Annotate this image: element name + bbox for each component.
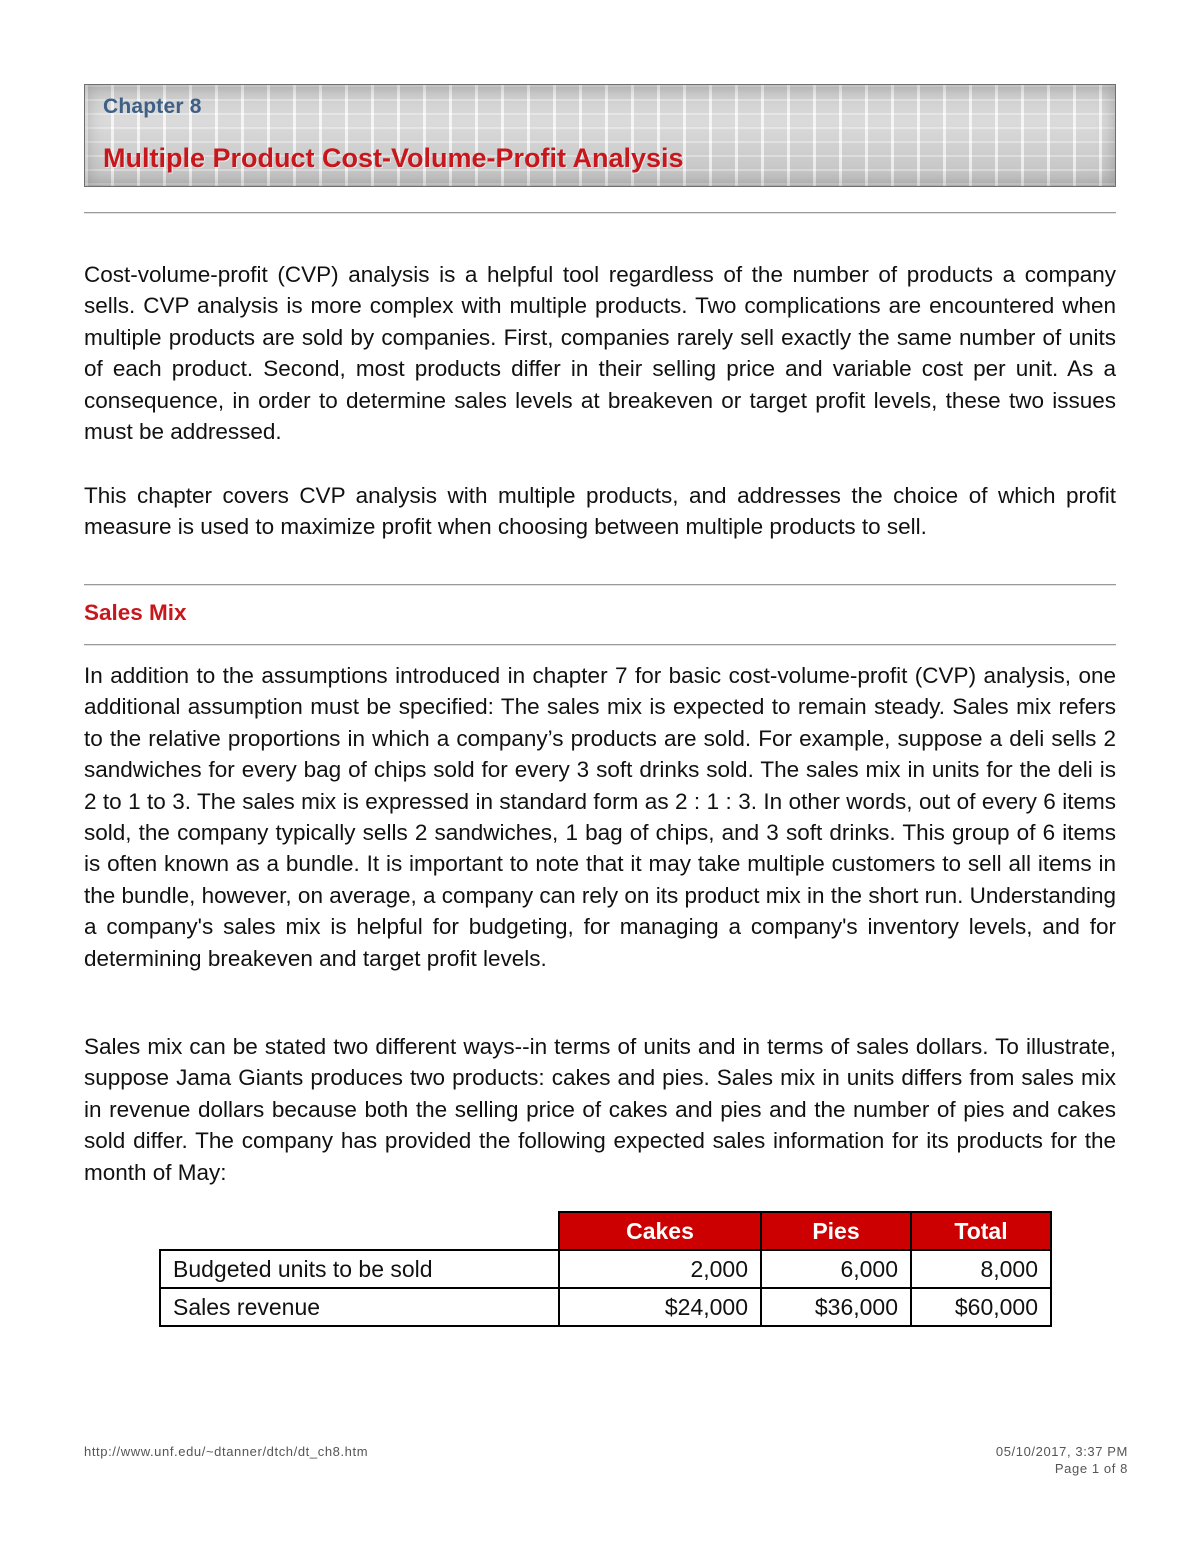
divider (84, 212, 1116, 214)
table-row (160, 1250, 1051, 1288)
column-header-total: Total (911, 1212, 1051, 1250)
footer-page-number: Page 1 of 8 (1054, 1461, 1128, 1476)
divider (84, 584, 1116, 586)
cell-units-pies: 6,000 (761, 1250, 911, 1288)
section-heading-sales-mix: Sales Mix (84, 600, 187, 625)
cell-revenue-total: $60,000 (911, 1288, 1051, 1326)
divider (84, 644, 1116, 646)
intro-paragraph-2: This chapter covers CVP analysis with multiple products, and addresses the choice of which profit measure is used to maximize profit when choosing between multiple products to sell. (84, 483, 1116, 540)
sales-mix-paragraph-1: In addition to the assumptions introduced in chapter 7 for basic cost-volume-profit (CVP) analysis, one additional assumption must be specified: The sales mix is expected to remain steady. Sales mix refers to the relative proportions in which a company’s products are sold. For example, suppose a deli sells 2 sandwiches for every bag of chips sold for every 3 soft drinks sold. The sales mix in units for the deli is 2 to 1 to 3. The sales mix is expressed in standard form as 2 : 1 : 3. In other words, out of every 6 items sold, the company typically sells 2 sandwiches, 1 bag of chips, and 3 soft drinks. This group of 6 items is often known as a bundle. It is important to note that it may take multiple customers to sell all items in the bundle, however, on average, a company can rely on its product mix in the short run. Understanding a company's sales mix is helpful for budgeting, for managing a company's inventory levels, and for determining breakeven and target profit levels. (84, 663, 1116, 971)
table-row (160, 1288, 1051, 1326)
row-label-units: Budgeted units to be sold (160, 1250, 559, 1288)
footer-url: http://www.unf.edu/~dtanner/dtch/dt_ch8.htm (84, 1444, 369, 1459)
cell-revenue-cakes: $24,000 (559, 1288, 761, 1326)
footer-date: 05/10/2017, 3:37 PM (995, 1444, 1128, 1459)
table-corner (160, 1212, 559, 1250)
cell-units-total: 8,000 (911, 1250, 1051, 1288)
cell-units-cakes: 2,000 (559, 1250, 761, 1288)
table-header-row (160, 1212, 1051, 1250)
chapter-title: Multiple Product Cost-Volume-Profit Analysis (103, 143, 684, 173)
sales-mix-paragraph-2: Sales mix can be stated two different ways--in terms of units and in terms of sales dollars. To illustrate, suppose Jama Giants produces two products: cakes and pies. Sales mix in units differs from sales mix in revenue dollars because both the selling price of cakes and pies and the number of pies and cakes sold differ. The company has provided the following expected sales information for its products for the month of May: (84, 1034, 1116, 1185)
row-label-revenue: Sales revenue (160, 1288, 559, 1326)
cell-revenue-pies: $36,000 (761, 1288, 911, 1326)
chapter-banner (84, 84, 1116, 187)
column-header-cakes: Cakes (559, 1212, 761, 1250)
chapter-label: Chapter 8 (103, 95, 202, 118)
intro-paragraph-1: Cost-volume-profit (CVP) analysis is a helpful tool regardless of the number of products a company sells. CVP analysis is more complex with multiple products. Two complications are encountered when multiple products are sold by companies. First, companies rarely sell exactly the same number of units of each product. Second, most products differ in their selling price and variable cost per unit. As a consequence, in order to determine sales levels at breakeven or target profit levels, these two issues must be addressed. (84, 262, 1116, 445)
sales-table (159, 1211, 1052, 1327)
column-header-pies: Pies (761, 1212, 911, 1250)
